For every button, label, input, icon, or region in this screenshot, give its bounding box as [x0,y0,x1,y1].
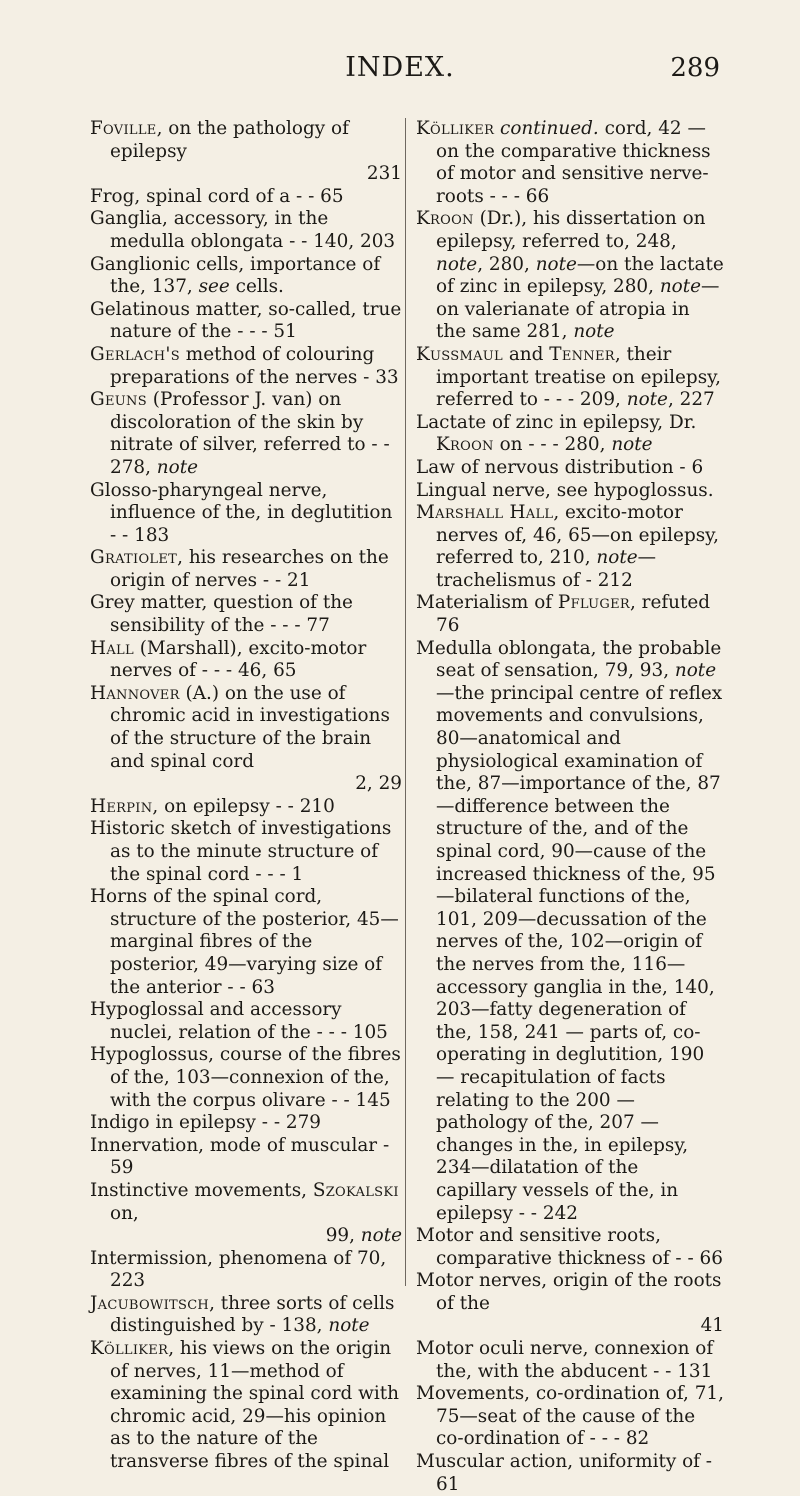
page-reference: 2, 29 [355,773,402,795]
entry-text: (A.) on the use of chromic acid in investigations of the structure of the brain and spinal cord [110,682,390,772]
index-term: Marshall Hall [416,502,554,524]
index-term: Jacubowitsch [90,1292,210,1314]
index-term: Kölliker [416,118,495,139]
entry-text: Ganglia, accessory, in the medulla oblongata - - 140, 203 [90,208,396,252]
page-title: INDEX. [345,52,455,83]
entry-text: Muscular action, uniformity of - 61 [416,1451,713,1495]
index-term: Pfluger [557,592,630,614]
entry-text: (Dr.), his dissertation on epilepsy, referred to, 248, [436,208,706,252]
entry-text: Grey matter, question of the sensibility of the - - - 77 [90,592,353,637]
index-entry [90,118,402,163]
italic-text: note [596,547,638,569]
index-term: Kussmaul [416,343,503,365]
italic-text: note [436,253,478,275]
italic-text: note [573,321,615,343]
entry-text: Ganglionic cells, importance of the, 137, [90,253,381,298]
entry-text: cord, 42 — on the comparative thickness of motor and sensitive nerve-roots - - - 66 [436,118,711,207]
index-term: Kölliker [90,1338,169,1360]
entry-text: —the principal centre of reflex movements and convulsions, 80—anatomical and physiological examination of the, 87—importance of the, 87—difference between the structure of the, and of the spinal cord, 90—cause of the increased thickness of the, 95—bilateral functions of the, 101, 209—decussation of the nerves of the, 102—origin of the nerves from the, 116—accessory ganglia in the, 140, 203—fatty degeneration of the, 158, 241 — parts of, co-operating in deglutition, 190 — recapitulation of facts relating to the 200 — pathology of the, 207 — changes in the, in epilepsy, 234—dilatation of the capillary vessels of the, in epilepsy - - 242 [436,682,723,1224]
italic-text: note [156,456,198,478]
italic-text: note [360,1225,402,1247]
index-entry [416,457,724,480]
index-entry [90,208,402,253]
index-term: Kroon [436,434,494,456]
page-header [0,52,800,92]
index-entry [416,412,724,457]
entry-text: Innervation, mode of muscular - 59 [90,1134,390,1179]
entry-text: , 280, [477,253,536,275]
entry-text: (Marshall), excito-motor nerves of - - - 46, 65 [110,637,367,682]
index-entry [90,389,402,479]
index-term: Herpin [90,795,153,817]
page-reference [90,1225,402,1248]
entry-text: Lactate of zinc in epilepsy, Dr. [416,411,697,433]
index-entry [90,1293,402,1338]
index-entry [90,254,402,299]
index-entry [90,299,402,344]
index-term: Gerlach's [90,343,180,365]
index-column-right [416,118,724,1496]
index-entry [416,1451,724,1496]
entry-text: Movements, co-ordination of, 71, 75—seat of the cause of the co-ordination of - - - 82 [416,1383,724,1450]
index-term: Szokalski [312,1179,399,1201]
entry-text: (Professor J. van) on discoloration of the skin by nitrate of silver, referred to - - 278, [110,389,390,478]
index-term: Kroon [416,208,474,230]
index-entry [416,1383,724,1451]
entry-text: , 227 [667,389,715,411]
entry-text: Frog, spinal cord of a - - 65 [90,185,344,207]
index-term: Foville [90,118,157,139]
entry-text: , on the pathology of epilepsy [110,118,349,162]
page-number: 289 [670,53,720,83]
index-entry [90,1248,402,1293]
entry-text: , on epilepsy - - 210 [152,795,335,817]
entry-text: Glosso-pharyngeal nerve, influence of the, in deglutition - - 183 [90,479,393,546]
index-term: Hannover [90,682,180,704]
index-entry [90,480,402,548]
index-entry [416,344,724,412]
index-entry [90,1135,402,1180]
index-term: Geuns [90,389,147,411]
index-entry [416,208,724,344]
italic-text: note [535,253,577,275]
entry-text: , refuted 76 [436,592,711,637]
entry-text: Gelatinous matter, so-called, true nature of the - - - 51 [90,298,402,343]
entry-text: Intermission, phenomena of 70, 223 [90,1247,387,1292]
entry-text: , his researches on the origin of nerves - - 21 [110,547,389,591]
entry-text: Historic sketch of investigations as to the minute structure of the spinal cord - - - 1 [90,818,392,885]
column-divider [405,118,406,1286]
italic-text: note [659,276,702,298]
page-reference: 231 [366,163,402,185]
index-entry [90,818,402,886]
entry-text: , three sorts of cells distinguished by - 138, [110,1292,395,1337]
entry-text: Materialism of [416,592,558,614]
index-entry [90,186,402,209]
entry-text: Motor and sensitive roots, comparative thickness of - - 66 [416,1225,723,1269]
italic-text: see [198,276,230,298]
entry-text: —trachelismus of - 212 [436,547,656,591]
italic-text: note [626,389,668,411]
entry-text: Hypoglossus, course of the fibres of the, 103—connexion of the, with the corpus olivare - - 145 [90,1044,401,1111]
index-entry [416,1338,724,1383]
entry-text: , their important treatise on epilepsy, referred to - - - 209, [436,343,721,411]
entry-text: 99, [325,1225,361,1247]
index-column-left [90,118,402,1474]
index-entry [90,547,402,592]
index-entry [90,999,402,1044]
index-entry [90,1112,402,1135]
entry-text: Instinctive movements, [90,1179,313,1201]
entry-text: on, [110,1202,139,1224]
index-entry [90,796,402,819]
index-term: Tenner [549,343,615,365]
index-term: Hall [90,637,134,659]
entry-text: Law of nervous distribution - 6 [416,456,704,478]
entry-text: Indigo in epilepsy - - 279 [90,1112,321,1134]
index-entry [90,1044,402,1112]
index-entry [416,502,724,592]
entry-text: Horns of the spinal cord, structure of the posterior, 45—marginal fibres of the posterior, 49—varying size of the anterior - - 63 [90,886,399,998]
index-entry [90,344,402,389]
index-entry [416,1225,724,1270]
entry-text: Motor nerves, origin of the roots of the [416,1270,722,1314]
entry-text: —on valerianate of atropia in the same 281, [436,276,720,343]
italic-text: note [328,1315,370,1337]
entry-text: , excito-motor nerves of, 46, 65—on epilepsy, referred to, 210, [436,502,719,569]
entry-text: cells. [229,276,284,298]
index-entry [90,886,402,999]
entry-text: Medulla oblongata, the probable seat of sensation, 79, 93, [416,637,722,682]
page-reference: 41 [700,1315,724,1337]
entry-text: Hypoglossal and accessory nuclei, relation of the - - - 105 [90,999,388,1043]
index-entry [416,480,724,503]
index-entry [90,683,402,773]
index-entry [90,1338,402,1474]
italic-text: continued. [500,118,599,139]
entry-text: and [502,343,550,365]
index-term: Gratiolet [90,547,178,569]
italic-text: note [674,660,717,682]
index-entry [90,592,402,637]
index-entry [90,1180,402,1225]
entry-text: —on the lactate of zinc in epilepsy, 280, [436,253,724,298]
entry-text: , his views on the origin of nerves, 11—method of examining the spinal cord with chromic acid, 29—his opinion as to the nature of the transverse fibres of the spinal [110,1338,399,1473]
index-entry [416,638,724,1225]
index-entry [416,1270,724,1315]
entry-text: on - - - 280, [493,434,612,456]
entry-text: method of colouring preparations of the nerves - 33 [110,343,399,388]
index-entry [90,638,402,683]
index-entry [416,592,724,637]
entry-text: Motor oculi nerve, connexion of the, with the abducent - - 131 [416,1338,714,1382]
italic-text: note [611,434,653,456]
entry-text: Lingual nerve, see hypoglossus. [416,479,714,501]
index-entry [416,118,724,208]
